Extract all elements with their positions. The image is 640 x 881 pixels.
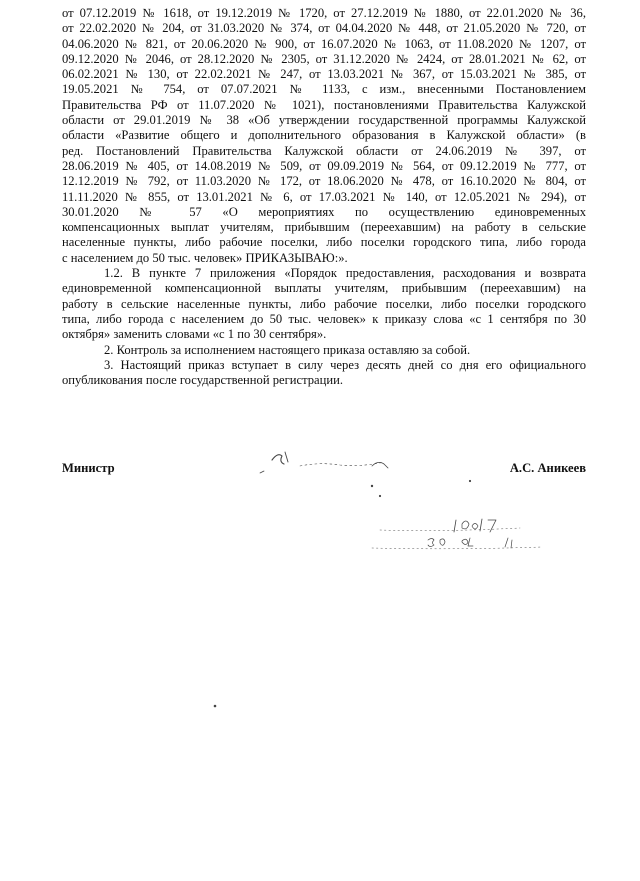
text-line: 09.12.2020 № 2046, от 28.12.2020 № 2305, от 31.12.2020 № 2424, от 28.01.2021 № 62, от [62, 51, 586, 66]
registration-date-stroke [462, 539, 468, 544]
signature-row [62, 461, 586, 479]
text-line: Правительства РФ от 11.07.2020 № 1021), постановлениями Правительства Калужской [62, 97, 586, 112]
text-line: 19.05.2021 № 754, от 07.07.2021 № 1133, с изм., внесенными Постановлением [62, 82, 586, 97]
paragraph-item-1-2 [62, 266, 586, 342]
text-line: октября» заменить словами «с 1 по 30 сентября». [62, 327, 327, 342]
text-line: 2. Контроль за исполнением настоящего приказа оставляю за собой. [104, 342, 471, 357]
document-body [62, 6, 586, 388]
text-line: 06.02.2021 № 130, от 22.02.2021 № 247, от 13.03.2021 № 367, от 15.03.2021 № 385, от [62, 67, 586, 82]
text-line: от 22.02.2020 № 204, от 31.03.2020 № 374, от 04.04.2020 № 448, от 21.05.2020 № 720, от [62, 21, 586, 36]
text-line: 30.01.2020 № 57 «О мероприятиях по осуществлению единовременных [62, 204, 586, 219]
signatory-name: А.С. Аникеев [509, 461, 586, 475]
ink-dot [379, 495, 380, 496]
ink-dot [469, 480, 470, 481]
text-line: типа, либо города с населением до 50 тыс. человек» к приказу слова «с 1 сентября по 30 [62, 311, 586, 326]
registration-date-stroke [505, 538, 508, 547]
registration-number-stroke [454, 520, 456, 532]
text-line: компенсационных выплат учителям, прибывшим (переехавшим) на работу в сельские [62, 220, 586, 235]
text-line: 3. Настоящий приказ вступает в силу через десять дней со дня его официального [104, 357, 586, 372]
registration-number-stroke [480, 519, 482, 531]
text-line: области от 29.01.2019 № 38 «Об утверждении государственной программы Калужской [62, 113, 586, 128]
text-line: ред. Постановлений Правительства Калужской области от 24.06.2019 № 397, от [62, 143, 586, 158]
text-line: работу в сельские населенные пункты, либо рабочие поселки, либо поселки городского [62, 296, 586, 311]
registration-date-stroke [468, 538, 473, 546]
registration-underline [380, 528, 520, 531]
registration-date-stroke [440, 539, 445, 545]
signatory-title: Министр [62, 461, 115, 475]
text-line: области «Развитие общего и дополнительного образования в Калужской области» (в [62, 128, 586, 143]
ink-dot [371, 485, 372, 486]
ink-dot [214, 705, 216, 707]
text-line: 11.11.2020 № 855, от 13.01.2021 № 6, от 17.03.2021 № 140, от 12.05.2021 № 294), от [62, 189, 586, 204]
text-line: с населением до 50 тыс. человек» ПРИКАЗЫВАЮ:». [62, 250, 348, 265]
text-line: населенные пункты, либо рабочие поселки, либо поселки городского типа, либо города [62, 235, 586, 250]
text-line: 28.06.2019 № 405, от 14.08.2019 № 509, от 09.09.2019 № 564, от 09.12.2019 № 777, от [62, 158, 586, 173]
text-line: от 07.12.2019 № 1618, от 19.12.2019 № 1720, от 27.12.2019 № 1880, от 22.01.2020 № 36, [62, 6, 586, 20]
text-line: опубликования после государственной регистрации. [62, 373, 344, 388]
text-line: 12.12.2019 № 792, от 11.03.2020 № 172, от 18.06.2020 № 478, от 16.10.2020 № 804, от [62, 174, 586, 189]
text-line: 1.2. В пункте 7 приложения «Порядок предоставления, расходования и возврата [104, 266, 586, 281]
registration-number-stroke [488, 520, 496, 532]
registration-number-stroke [472, 524, 478, 530]
registration-underline [372, 547, 542, 549]
text-line: единовременной компенсационной выплаты учителям, прибывшим (переехавшим) на [62, 281, 586, 296]
paragraph-item-3 [62, 358, 586, 389]
registration-number-stroke [462, 521, 469, 529]
text-line: 04.06.2020 № 821, от 20.06.2020 № 900, от 16.07.2020 № 1063, от 11.08.2020 № 1207, от [62, 36, 586, 51]
registration-date-stroke [511, 540, 512, 548]
paragraph-item-2 [62, 343, 586, 358]
paragraph-legal-basis [62, 6, 586, 266]
registration-date-stroke [428, 539, 434, 547]
